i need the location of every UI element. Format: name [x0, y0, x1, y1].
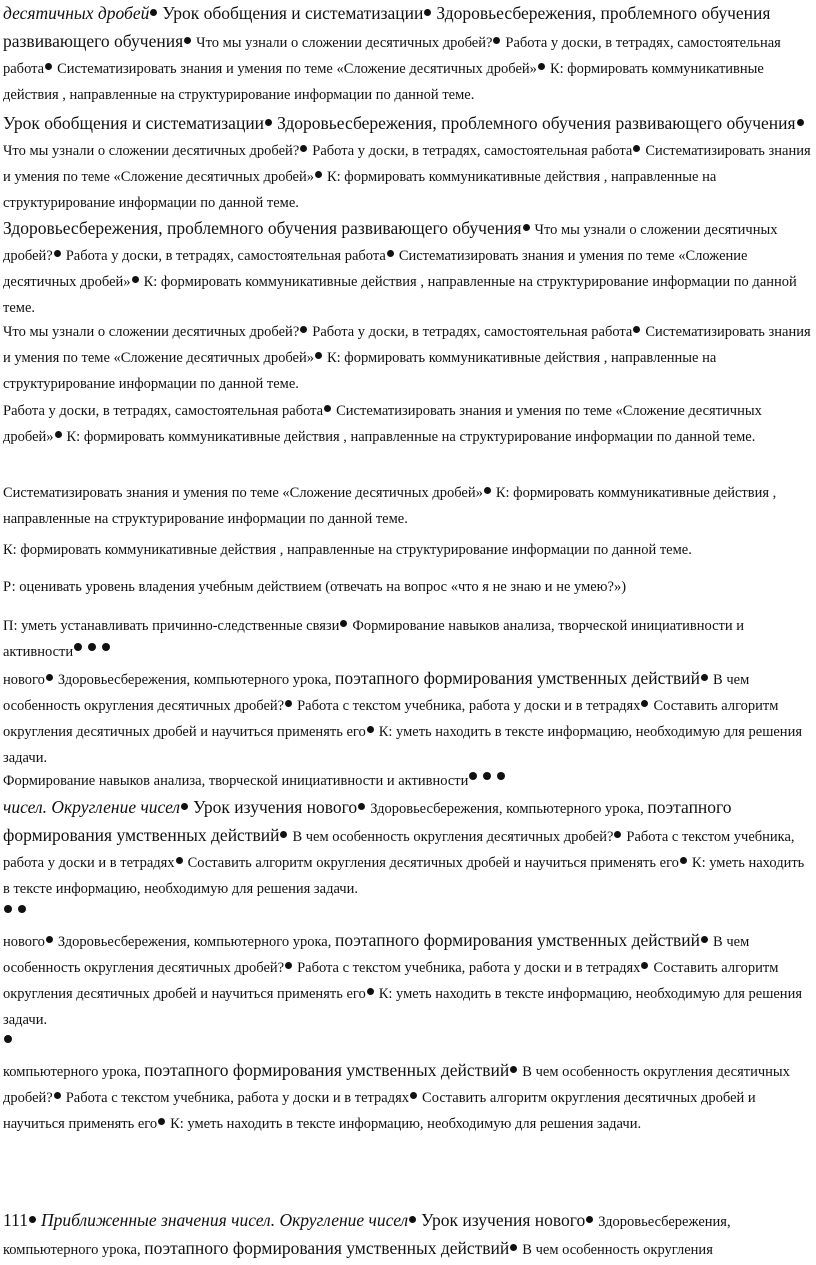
- bullet-icon: [29, 1216, 36, 1223]
- text-run: Работа у доски, в тетрадях, самостоятельная работа: [312, 324, 633, 340]
- bullet-icon: [410, 1092, 417, 1099]
- paragraph-5: [3, 398, 811, 450]
- bullet-icon: [367, 988, 374, 995]
- text-run: В чем особенность округления десятичных дробей?: [3, 934, 750, 976]
- bullet-icon: [633, 326, 640, 333]
- bullet-icon: [538, 63, 545, 70]
- bullet-icon: [150, 9, 157, 16]
- text-run: Работа у доски, в тетрадях, самостоятельная работа: [312, 143, 633, 159]
- text-run: Формирование навыков анализа, творческой инициативности и активности: [3, 618, 745, 660]
- text-run: нового: [3, 672, 45, 688]
- bullet-icon: [358, 803, 365, 810]
- paragraph-10: [3, 768, 811, 902]
- bullet-icon: [483, 772, 491, 780]
- bullet-icon: [701, 674, 708, 681]
- text-run: К: формировать коммуникативные действия , направленные на структурирование информации по данной теме.: [66, 429, 756, 445]
- text-run: Работа с текстом учебника, работа у доски и в тетрадях: [65, 1090, 410, 1106]
- bullet-icon: [4, 905, 12, 913]
- bullet-icon: [102, 643, 110, 651]
- text-run: компьютерного урока,: [3, 1064, 145, 1080]
- text-run: В чем особенность округления десятичных дробей?: [292, 829, 614, 845]
- text-run: К: уметь находить в тексте информацию, необходимую для решения задачи.: [3, 855, 805, 897]
- text-run: Урок обобщения и систематизации: [162, 3, 424, 23]
- bullet-icon: [641, 962, 648, 969]
- text-run: К: уметь находить в тексте информацию, необходимую для решения задачи.: [3, 724, 803, 766]
- paragraph-11: [3, 901, 811, 1033]
- paragraph-13: [3, 1207, 811, 1263]
- paragraph-8: [3, 574, 811, 600]
- text-run: Работа у доски, в тетрадях, самостоятельная работа: [3, 403, 324, 419]
- text-run: Составить алгоритм округления десятичных дробей и научиться применять его: [3, 1090, 756, 1132]
- bullet-icon: [265, 119, 272, 126]
- bullet-icon: [46, 936, 53, 943]
- text-run: поэтапного формирования умственных действий: [144, 1060, 510, 1080]
- text-run: Здоровьесбережения, компьютерного урока,: [57, 672, 335, 688]
- bullet-icon: [614, 831, 621, 838]
- text-run: Урок изучения нового: [421, 1210, 586, 1230]
- text-run: Что мы узнали о сложении десятичных дробей?: [196, 35, 493, 51]
- text-run: К: формировать коммуникативные действия , направленные на структурирование информации по данной теме.: [3, 485, 777, 527]
- text-run: Урок изучения нового: [193, 797, 358, 817]
- bullet-icon: [74, 643, 82, 651]
- bullet-icon: [285, 962, 292, 969]
- bullet-icon: [300, 326, 307, 333]
- paragraph-1: [3, 0, 811, 108]
- text-run: В чем особенность округления: [522, 1242, 713, 1258]
- text-run: Составить алгоритм округления десятичных дробей и научиться применять его: [187, 855, 679, 871]
- paragraph-3: [3, 215, 811, 321]
- bullet-icon: [493, 37, 500, 44]
- text-run: Здоровьесбережения, компьютерного урока,: [57, 934, 335, 950]
- bullet-icon: [324, 405, 331, 412]
- paragraph-4: [3, 319, 811, 397]
- text-run: Систематизировать знания и умения по теме «Сложение десятичных дробей»: [57, 61, 537, 77]
- bullet-icon: [285, 700, 292, 707]
- text-run: Здоровьесбережения, проблемного обучения развивающего обучения: [3, 218, 522, 238]
- bullet-icon: [367, 726, 374, 733]
- text-run: поэтапного формирования умственных действий: [144, 1238, 510, 1258]
- bullet-icon: [510, 1244, 517, 1251]
- text-run: нового: [3, 934, 45, 950]
- paragraph-2: [3, 110, 811, 216]
- bullet-icon: [469, 772, 477, 780]
- text-run: Работа у доски, в тетрадях, самостоятельная работа: [65, 248, 386, 264]
- text-run: Здоровьесбережения, проблемного обучения развивающего обучения: [3, 3, 771, 51]
- bullet-icon: [54, 1092, 61, 1099]
- bullet-icon: [158, 1118, 165, 1125]
- bullet-icon: [680, 857, 687, 864]
- text-run: Работа с текстом учебника, работа у доски и в тетрадях: [297, 698, 641, 714]
- bullet-icon: [46, 674, 53, 681]
- text-run: К: формировать коммуникативные действия , направленные на структурирование информации по данной теме.: [3, 61, 764, 103]
- text-run: К: уметь находить в тексте информацию, необходимую для решения задачи.: [170, 1116, 642, 1132]
- bullet-icon: [409, 1216, 416, 1223]
- bullet-icon: [45, 63, 52, 70]
- text-run: поэтапного формирования умственных действий: [334, 930, 701, 950]
- text-run: Здоровьесбережения, проблемного обучения развивающего обучения: [277, 113, 796, 133]
- bullet-icon: [340, 620, 347, 627]
- bullet-icon: [701, 936, 708, 943]
- bullet-icon: [54, 250, 61, 257]
- paragraph-6: [3, 480, 811, 532]
- text-run: 111: [3, 1210, 28, 1230]
- bullet-icon: [176, 857, 183, 864]
- text-run: Работа с текстом учебника, работа у доски и в тетрадях: [297, 960, 641, 976]
- paragraph-7: [3, 537, 811, 563]
- text-run: Р: оценивать уровень владения учебным действием (отвечать на вопрос «что я не знаю и не умею?»): [3, 579, 627, 595]
- bullet-icon: [315, 171, 322, 178]
- text-run: Систематизировать знания и умения по теме «Сложение десятичных дробей»: [3, 403, 762, 445]
- text-run: чисел. Округление чисел: [3, 797, 181, 817]
- bullet-icon: [497, 772, 505, 780]
- bullet-icon: [55, 431, 62, 438]
- bullet-icon: [18, 905, 26, 913]
- text-run: Что мы узнали о сложении десятичных дробей?: [3, 324, 300, 340]
- paragraph-12: [3, 1031, 811, 1137]
- text-run: поэтапного формирования умственных действий: [334, 668, 701, 688]
- bullet-icon: [184, 37, 191, 44]
- bullet-icon: [633, 145, 640, 152]
- text-run: К: уметь находить в тексте информацию, необходимую для решения задачи.: [3, 986, 803, 1028]
- bullet-icon: [523, 224, 530, 231]
- text-run: К: формировать коммуникативные действия , направленные на структурирование информации по данной теме.: [3, 542, 692, 558]
- bullet-icon: [510, 1066, 517, 1073]
- text-run: Систематизировать знания и умения по теме «Сложение десятичных дробей»: [3, 248, 748, 290]
- bullet-icon: [4, 1035, 12, 1043]
- text-run: Приближенные значения чисел. Округление чисел: [40, 1210, 409, 1230]
- text-run: десятичных дробей: [3, 3, 150, 23]
- text-run: П: уметь устанавливать причинно-следственные связи: [3, 618, 340, 634]
- bullet-icon: [315, 352, 322, 359]
- text-run: К: формировать коммуникативные действия , направленные на структурирование информации по данной теме.: [3, 169, 717, 211]
- bullet-icon: [300, 145, 307, 152]
- bullet-icon: [484, 487, 491, 494]
- bullet-icon: [387, 250, 394, 257]
- text-run: Систематизировать знания и умения по теме «Сложение десятичных дробей»: [3, 143, 811, 185]
- text-run: К: формировать коммуникативные действия , направленные на структурирование информации по данной теме.: [3, 274, 797, 316]
- text-run: Урок обобщения и систематизации: [3, 113, 265, 133]
- bullet-icon: [88, 643, 96, 651]
- bullet-icon: [641, 700, 648, 707]
- text-run: Работа у доски, в тетрадях, самостоятельная работа: [3, 35, 781, 77]
- text-run: В чем особенность округления десятичных дробей?: [3, 672, 750, 714]
- bullet-icon: [181, 803, 188, 810]
- text-run: Составить алгоритм округления десятичных дробей и научиться применять его: [3, 698, 779, 740]
- text-run: Систематизировать знания и умения по теме «Сложение десятичных дробей»: [3, 324, 811, 366]
- bullet-icon: [424, 9, 431, 16]
- bullet-icon: [797, 119, 804, 126]
- bullet-icon: [280, 831, 287, 838]
- text-run: Здоровьесбережения, компьютерного урока,: [3, 1214, 731, 1258]
- text-run: Что мы узнали о сложении десятичных дробей?: [3, 143, 300, 159]
- text-run: В чем особенность округления десятичных дробей?: [3, 1064, 790, 1106]
- text-run: Что мы узнали о сложении десятичных дробей?: [3, 222, 778, 264]
- text-run: Систематизировать знания и умения по теме «Сложение десятичных дробей»: [3, 485, 483, 501]
- paragraph-9: [3, 613, 811, 771]
- text-run: Работа с текстом учебника, работа у доски и в тетрадях: [3, 829, 795, 871]
- bullet-icon: [586, 1216, 593, 1223]
- text-run: поэтапного формирования умственных действий: [3, 797, 732, 845]
- text-run: Здоровьесбережения, компьютерного урока,: [370, 801, 648, 817]
- bullet-icon: [132, 276, 139, 283]
- text-run: К: формировать коммуникативные действия , направленные на структурирование информации по данной теме.: [3, 350, 717, 392]
- text-run: Формирование навыков анализа, творческой инициативности и активности: [3, 773, 469, 789]
- text-run: Составить алгоритм округления десятичных дробей и научиться применять его: [3, 960, 779, 1002]
